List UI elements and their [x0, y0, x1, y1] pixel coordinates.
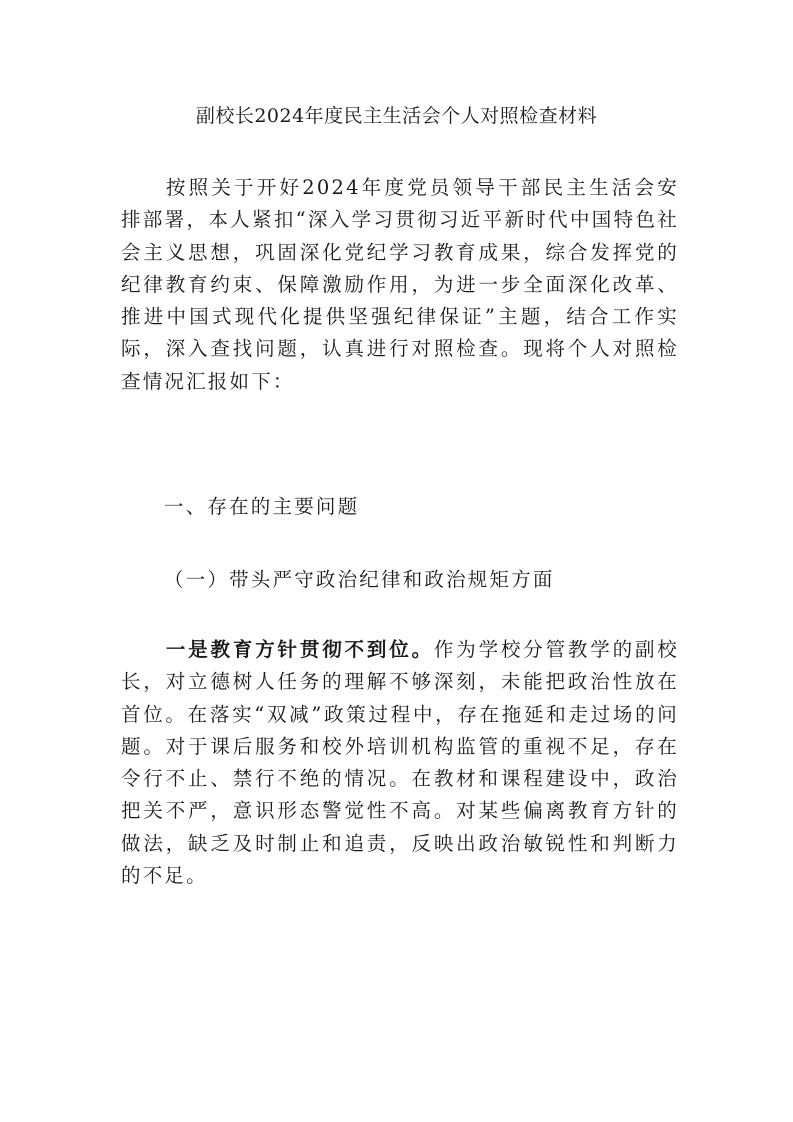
body-paragraph [121, 634, 679, 892]
point-text: 作为学校分管教学的副校长，对立德树人任务的理解不够深刻，未能把政治性放在首位。在落实“双减”政策过程中，存在拖延和走过场的问题。对于课后服务和校外培训机构监管的重视不足，存在令行不止、禁行不绝的情况。在教材和课程建设中，政治把关不严，意识形态警觉性不高。对某些偏离教育方针的做法，缺乏及时制止和追责，反映出政治敏锐性和判断力的不足。 [121, 638, 679, 888]
document-title: 副校长2024年度民主生活会个人对照检查材料 [195, 105, 598, 127]
section-heading: 一、存在的主要问题 [164, 495, 360, 518]
subsection-heading: （一）带头严守政治纪律和政治规矩方面 [164, 568, 555, 591]
intro-paragraph: 按照关于开好2024年度党员领导干部民主生活会安排部署，本人紧扣“深入学习贯彻习近平新时代中国特色社会主义思想，巩固深化党纪学习教育成果，综合发挥党的纪律教育约束、保障激励作用，为进一步全面深化改革、推进中国式现代化提供坚强纪律保证”主题，结合工作实际，深入查找问题，认真进行对照检查。现将个人对照检查情况汇报如下： [121, 176, 679, 393]
point-lead: 一是教育方针贯彻不到位。 [165, 638, 434, 661]
